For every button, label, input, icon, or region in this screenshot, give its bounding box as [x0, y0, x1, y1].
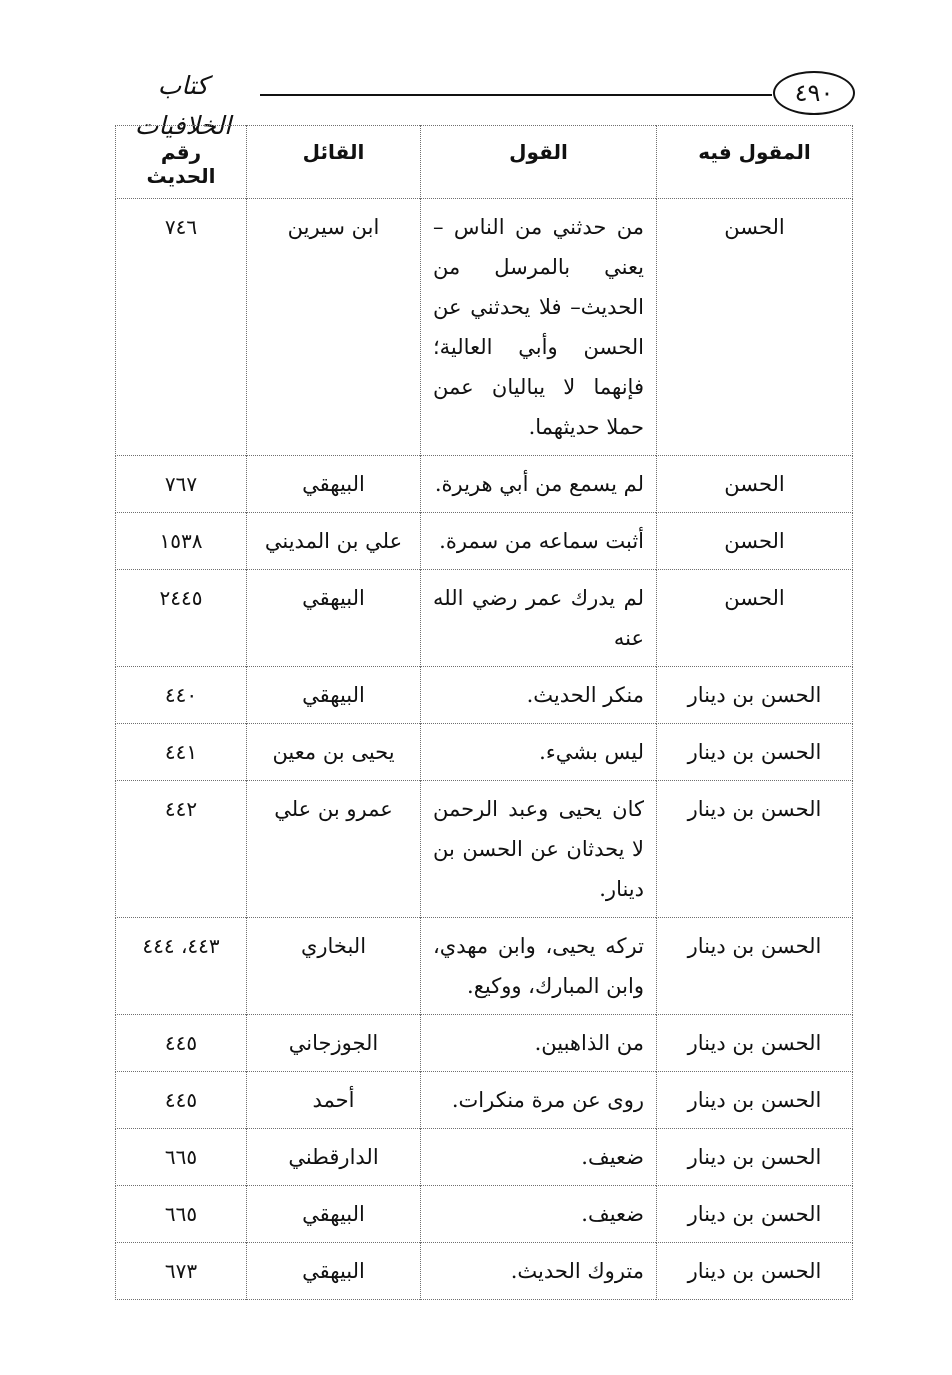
cell-quote: من الذاهبين.	[421, 1015, 657, 1072]
cell-speaker: الدارقطني	[247, 1129, 421, 1186]
cell-speaker: البيهقي	[247, 1243, 421, 1300]
cell-number: ٤٤٣، ٤٤٤	[116, 918, 247, 1015]
cell-speaker: البيهقي	[247, 570, 421, 667]
cell-subject: الحسن بن دينار	[657, 1243, 853, 1300]
cell-subject: الحسن بن دينار	[657, 1072, 853, 1129]
cell-number: ٧٦٧	[116, 456, 247, 513]
cell-speaker: البيهقي	[247, 1186, 421, 1243]
table-row	[116, 1015, 853, 1072]
cell-quote: أثبت سماعه من سمرة.	[421, 513, 657, 570]
cell-number: ٦٦٥	[116, 1186, 247, 1243]
cell-number: ٢٤٤٥	[116, 570, 247, 667]
cell-number: ٤٤٠	[116, 667, 247, 724]
cell-speaker: أحمد	[247, 1072, 421, 1129]
table-row	[116, 456, 853, 513]
table-row	[116, 513, 853, 570]
table-body	[116, 199, 853, 1300]
cell-quote: لم يدرك عمر رضي الله عنه	[421, 570, 657, 667]
cell-number: ٦٧٣	[116, 1243, 247, 1300]
cell-subject: الحسن	[657, 513, 853, 570]
cell-quote: تركه يحيى، وابن مهدي، وابن المبارك، ووكيع.	[421, 918, 657, 1015]
cell-quote: ضعيف.	[421, 1186, 657, 1243]
cell-quote: كان يحيى وعبد الرحمن لا يحدثان عن الحسن بن دينار.	[421, 781, 657, 918]
table-row	[116, 724, 853, 781]
table-row	[116, 1243, 853, 1300]
header-rule	[260, 94, 772, 96]
column-header-subject: المقول فيه	[657, 126, 853, 199]
cell-quote: متروك الحديث.	[421, 1243, 657, 1300]
cell-number: ٤٤٥	[116, 1072, 247, 1129]
cell-quote: لم يسمع من أبي هريرة.	[421, 456, 657, 513]
table-row	[116, 1186, 853, 1243]
cell-subject: الحسن بن دينار	[657, 667, 853, 724]
cell-speaker: علي بن المديني	[247, 513, 421, 570]
page-number: ٤٩٠	[773, 71, 855, 115]
cell-number: ٤٤٢	[116, 781, 247, 918]
cell-subject: الحسن	[657, 456, 853, 513]
quotes-table	[115, 125, 853, 1300]
cell-quote: منكر الحديث.	[421, 667, 657, 724]
page-header	[95, 64, 855, 140]
table-header-row	[116, 126, 853, 199]
cell-speaker: البيهقي	[247, 456, 421, 513]
table-row	[116, 1072, 853, 1129]
cell-number: ٤٤١	[116, 724, 247, 781]
cell-subject: الحسن	[657, 570, 853, 667]
cell-quote: روى عن مرة منكرات.	[421, 1072, 657, 1129]
cell-subject: الحسن بن دينار	[657, 781, 853, 918]
cell-subject: الحسن بن دينار	[657, 1129, 853, 1186]
cell-speaker: يحيى بن معين	[247, 724, 421, 781]
cell-number: ٧٤٦	[116, 199, 247, 456]
cell-quote: ضعيف.	[421, 1129, 657, 1186]
cell-speaker: البيهقي	[247, 667, 421, 724]
table-row	[116, 199, 853, 456]
cell-number: ١٥٣٨	[116, 513, 247, 570]
table-row	[116, 1129, 853, 1186]
cell-speaker: ابن سيرين	[247, 199, 421, 456]
column-header-speaker: القائل	[247, 126, 421, 199]
column-header-quote: القول	[421, 126, 657, 199]
cell-subject: الحسن بن دينار	[657, 918, 853, 1015]
cell-subject: الحسن بن دينار	[657, 724, 853, 781]
table-row	[116, 570, 853, 667]
cell-quote: من حدثني من الناس – يعني بالمرسل من الحديث– فلا يحدثني عن الحسن وأبي العالية؛ فإنهما لا يباليان عمن حملا حديثهما.	[421, 199, 657, 456]
cell-speaker: عمرو بن علي	[247, 781, 421, 918]
column-header-number: رقم الحديث	[116, 126, 247, 199]
cell-quote: ليس بشيء.	[421, 724, 657, 781]
table-row	[116, 667, 853, 724]
book-title: كتاب الخلافيات	[134, 71, 232, 140]
cell-subject: الحسن بن دينار	[657, 1015, 853, 1072]
table-row	[116, 781, 853, 918]
cell-number: ٦٦٥	[116, 1129, 247, 1186]
cell-subject: الحسن بن دينار	[657, 1186, 853, 1243]
table-row	[116, 918, 853, 1015]
cell-speaker: الجوزجاني	[247, 1015, 421, 1072]
cell-speaker: البخاري	[247, 918, 421, 1015]
cell-number: ٤٤٥	[116, 1015, 247, 1072]
cell-subject: الحسن	[657, 199, 853, 456]
